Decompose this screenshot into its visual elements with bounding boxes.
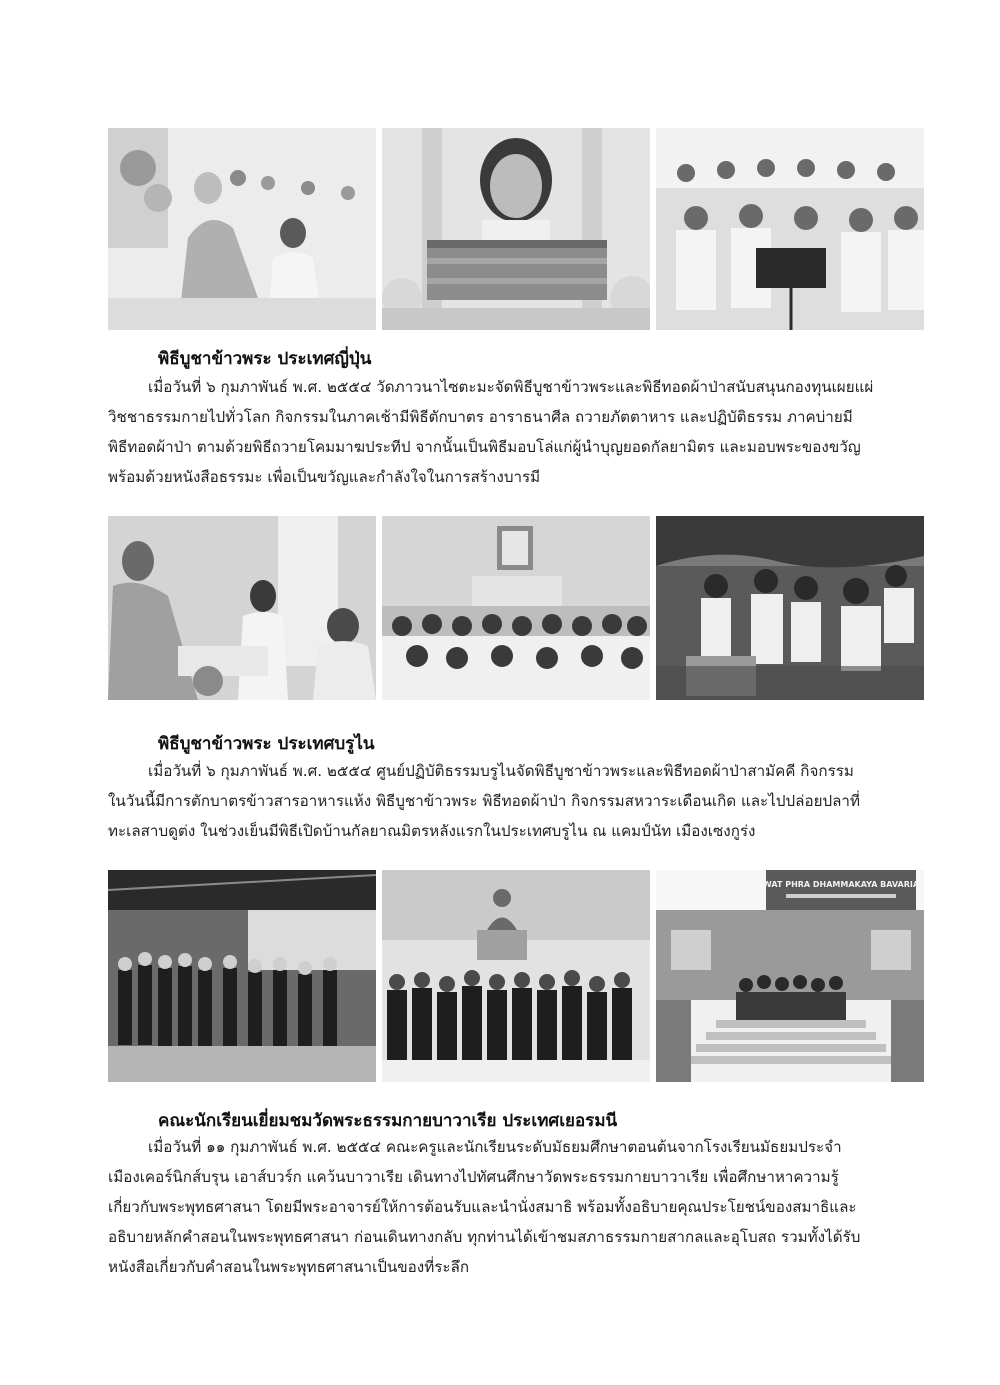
paragraph-line: วิชชาธรรมกายไปทั่วโลก กิจกรรมในภาคเช้ามีพิธีตักบาตร อาราธนาศีล ถวายภัตตาหาร และปฏิบัติธรรม ภาคบ่ายมี bbox=[108, 408, 853, 426]
paragraph-line: เมื่อวันที่ ๖ กุมภาพันธ์ พ.ศ. ๒๕๕๔ ศูนย์ปฏิบัติธรรมบรูไนจัดพิธีบูชาข้าวพระและพิธีทอดผ้าป่าสามัคคี กิจกรรม bbox=[148, 762, 854, 780]
photo-row-japan bbox=[108, 128, 924, 330]
paragraph-line: ในวันนี้มีการตักบาตรข้าวสารอาหารแห้ง พิธีบูชาข้าวพระ พิธีทอดผ้าป่า กิจกรรมสหวาระเดือนเกิด และไปปล่อยปลาที่ bbox=[108, 792, 860, 810]
paragraph-germany bbox=[108, 1132, 924, 1282]
paragraph-line: อธิบายหลักคำสอนในพระพุทธศาสนา ก่อนเดินทางกลับ ทุกท่านได้เข้าชมสภาธรรมกายสากลและอุโบสถ รวมทั้งได้รับ bbox=[108, 1228, 861, 1246]
paragraph-line: เกี่ยวกับพระพุทธศาสนา โดยมีพระอาจารย์ให้การต้อนรับและนำนั่งสมาธิ พร้อมทั้งอธิบายคุณประโยชน์ของสมาธิและ bbox=[108, 1198, 857, 1216]
paragraph-line: หนังสือเกี่ยวกับคำสอนในพระพุทธศาสนาเป็นของที่ระลึก bbox=[108, 1258, 470, 1276]
photo-monk-receiving bbox=[108, 516, 376, 700]
photo-students-buddha bbox=[382, 870, 650, 1082]
paragraph-line: เมื่อวันที่ ๖ กุมภาพันธ์ พ.ศ. ๒๕๕๔ วัดภาวนาไซตะมะจัดพิธีบูชาข้าวพระและพิธีทอดผ้าป่าสนับสนุนกองทุนเผยแผ่ bbox=[148, 378, 874, 396]
paragraph-brunei bbox=[108, 756, 924, 846]
photo-releasing-fish bbox=[656, 516, 924, 700]
photo-woman-portrait bbox=[382, 128, 650, 330]
paragraph-line: เมืองเคอร์นิกส์บรุน เอาส์บวร์ก แคว้นบาวาเรีย เดินทางไปทัศนศึกษาวัดพระธรรมกายบาวาเรีย เพื่อศึกษาหาความรู้ bbox=[108, 1168, 839, 1186]
paragraph-line: ทะเลสาบดูต่ง ในช่วงเย็นมีพิธีเปิดบ้านกัลยาณมิตรหลังแรกในประเทศบรูไน ณ แคมป์นัท เมืองเซงกูร่ง bbox=[108, 822, 756, 840]
paragraph-line: พิธีทอดผ้าป่า ตามด้วยพิธีถวายโคมมาฆประทีป จากนั้นเป็นพิธีมอบโล่แก่ผู้นำบุญยอดกัลยามิตร และมอบพระของขวัญ bbox=[108, 438, 861, 456]
section-title-brunei: พิธีบูชาข้าวพระ ประเทศบรูไน bbox=[158, 734, 375, 754]
photo-temple-building bbox=[656, 870, 924, 1082]
photo-group-praying bbox=[382, 516, 650, 700]
paragraph-line: เมื่อวันที่ ๑๑ กุมภาพันธ์ พ.ศ. ๒๕๕๔ คณะครูและนักเรียนระดับมัธยมศึกษาตอนต้นจากโรงเรียนมัธยมประจำ bbox=[148, 1138, 842, 1156]
section-title-germany: คณะนักเรียนเยี่ยมชมวัดพระธรรมกายบาวาเรีย ประเทศเยอรมนี bbox=[158, 1111, 618, 1131]
temple-sign-text: WAT PHRA DHAMMAKAYA BAVARIA bbox=[762, 880, 920, 889]
section-title-japan: พิธีบูชาข้าวพระ ประเทศญี่ปุ่น bbox=[158, 349, 372, 369]
paragraph-line: พร้อมด้วยหนังสือธรรมะ เพื่อเป็นขวัญและกำลังใจในการสร้างบารมี bbox=[108, 468, 541, 486]
photo-meditating-group bbox=[656, 128, 924, 330]
photo-monk-offering bbox=[108, 128, 376, 330]
photo-row-germany bbox=[108, 870, 924, 1082]
photo-students-hall bbox=[108, 870, 376, 1082]
paragraph-japan bbox=[108, 372, 924, 492]
photo-row-brunei bbox=[108, 516, 924, 700]
